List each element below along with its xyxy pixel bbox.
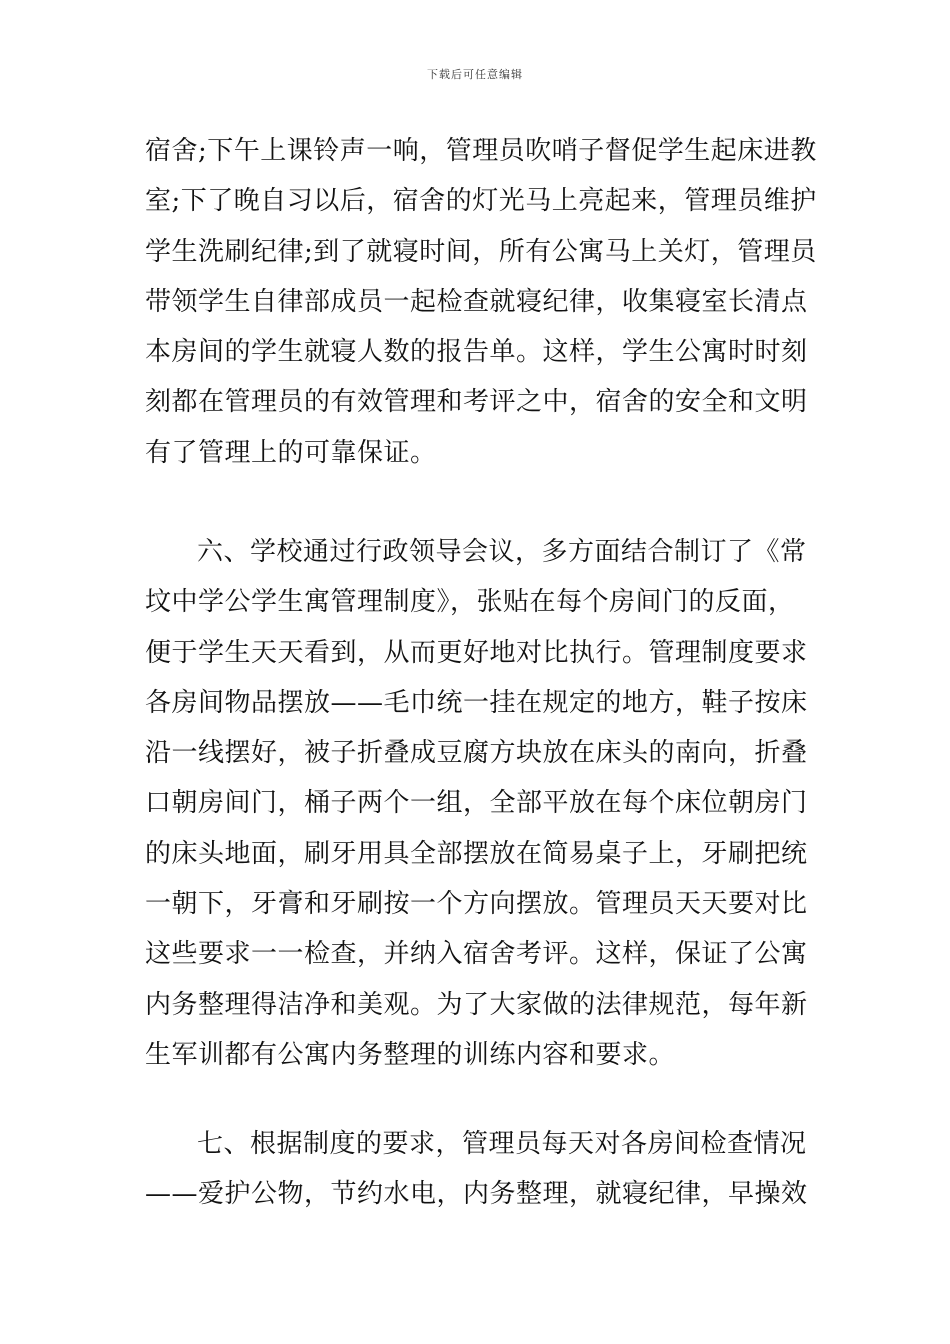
- text-line: 这些要求一一检查，并纳入宿舍考评。这样，保证了公寓: [145, 939, 808, 970]
- text-line: ——爱护公物，节约水电，内务整理，就寝纪律，早操效: [145, 1179, 808, 1210]
- text-line: 坟中学公学生寓管理制度》，张贴在每个房间门的反面，: [145, 587, 795, 618]
- page-header-note: 下载后可任意编辑: [427, 68, 523, 81]
- text-line: 沿一线摆好，被子折叠成豆腐方块放在床头的南向，折叠: [145, 738, 808, 769]
- text-line: 有了管理上的可靠保证。: [145, 437, 437, 468]
- text-line: 学生洗刷纪律;到了就寝时间，所有公寓马上关灯，管理员: [145, 236, 817, 267]
- text-line: 带领学生自律部成员一起检查就寝纪律，收集寝室长清点: [145, 286, 808, 317]
- text-line: 室;下了晚自习以后，宿舍的灯光马上亮起来，管理员维护: [145, 186, 817, 217]
- text-line: 生军训都有公寓内务整理的训练内容和要求。: [145, 1039, 676, 1070]
- text-line: 内务整理得洁净和美观。为了大家做的法律规范，每年新: [145, 989, 808, 1020]
- paragraph-dormitory-management: [145, 126, 817, 478]
- text-line: 刻都在管理员的有效管理和考评之中，宿舍的安全和文明: [145, 387, 808, 418]
- text-line: 各房间物品摆放——毛巾统一挂在规定的地方，鞋子按床: [145, 687, 808, 718]
- text-line: 六、学校通过行政领导会议，多方面结合制订了《常: [197, 537, 807, 567]
- paragraph-section-seven: [145, 1119, 807, 1220]
- text-line: 宿舍;下午上课铃声一响，管理员吹哨子督促学生起床进教: [145, 136, 817, 166]
- text-line: 七、根据制度的要求，管理员每天对各房间检查情况: [197, 1129, 807, 1159]
- text-line: 一朝下，牙膏和牙刷按一个方向摆放。管理员天天要对比: [145, 889, 808, 920]
- text-line: 口朝房间门，桶子两个一组，全部平放在每个床位朝房门: [145, 788, 808, 819]
- text-line: 的床头地面，刷牙用具全部摆放在简易桌子上，牙刷把统: [145, 838, 808, 869]
- paragraph-section-six: [145, 527, 807, 1080]
- text-line: 便于学生天天看到，从而更好地对比执行。管理制度要求: [145, 637, 808, 668]
- text-line: 本房间的学生就寝人数的报告单。这样，学生公寓时时刻: [145, 337, 808, 368]
